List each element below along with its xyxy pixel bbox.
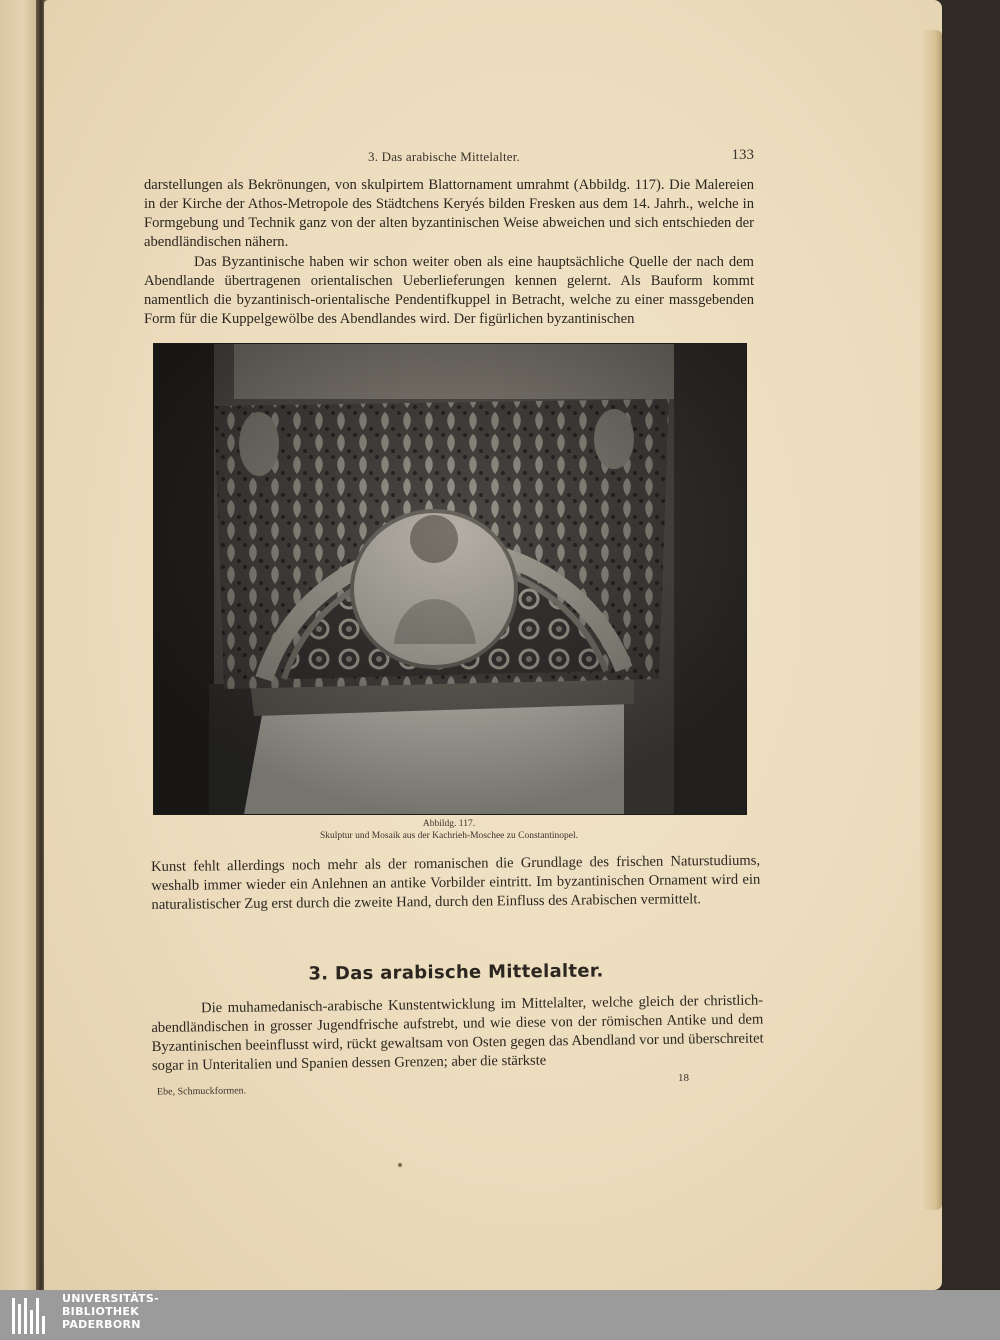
- running-header: [368, 147, 754, 167]
- page-number: 133: [731, 147, 754, 163]
- figure-number: Abbildg. 117.: [422, 819, 476, 829]
- paragraph-1: darstellungen als Bekrönungen, von skulpirtem Blattornament umrahmt (Abbildg. 117). Die Malereien in der Kirche der Athos-Metropole des Städtchens Keryés bilden Fresken aus dem 14. Jahrh., welche in Formgebung und Technik ganz von der alten byzantinischen Weise abweichen und sich entschieden der abendländischen nähern.: [144, 177, 754, 250]
- page-stack-edge: [920, 30, 942, 1210]
- tympanum-photo: [154, 344, 746, 814]
- running-title: 3. Das arabische Mittelalter.: [368, 149, 520, 164]
- paragraph-3: Kunst fehlt allerdings noch mehr als der romanischen die Grundlage des frischen Naturstudiums, weshalb immer wieder ein Anlehnen an antike Vorbilder eintritt. Im byzantinischen Ornament wird ein naturalistischer Zug erst durch die zweite Hand, durch den Einfluss des Arabischen vermittelt.: [151, 852, 761, 913]
- library-logo-line-1: UNIVERSITÄTS-: [62, 1292, 159, 1305]
- library-logo-line-3: PADERBORN: [62, 1318, 141, 1331]
- figure-caption: [153, 818, 745, 842]
- figure-photograph: [153, 343, 747, 815]
- paragraph-2: Das Byzantinische haben wir schon weiter oben als eine hauptsächliche Quelle der nach dem Abendlande übertragenen orientalischen Ueberlieferungen kennen gelernt. Als Bauform kommt namentlich die byzantinisch-orientalische Pendentifkuppel in Betracht, welche zu einer massgebenden Form für die Kuppelgewölbe des Abendlandes wird. Der figürlichen byzantinischen: [144, 254, 754, 327]
- figure-caption-text: Skulptur und Mosaik aus der Kachrieh-Moschee zu Constantinopel.: [319, 831, 579, 841]
- library-logo-text: [62, 1292, 262, 1331]
- printer-signature: Ebe, Schmuckformen.: [156, 1085, 247, 1098]
- paragraph-4: Die muhamedanisch-arabische Kunstentwicklung im Mittelalter, welche gleich der christlich-abendländischen in grosser Jugendfrische aufstrebt, und wie diese von der römischen Antike und dem Byzantinischen beeinflusst wird, rückt gewaltsam von Osten gegen das Abendland vor und überschreitet sogar in Unteritalien und Spanien dessen Grenzen; aber die stärkste: [151, 992, 764, 1074]
- adjacent-page-edge: [0, 0, 38, 1290]
- page-speck: [398, 1163, 402, 1167]
- section-heading: 3. Das arabische Mittelalter.: [308, 960, 604, 985]
- signature-number: 18: [678, 1072, 689, 1084]
- library-logo-icon: [10, 1296, 50, 1336]
- library-logo-line-2: BIBLIOTHEK: [62, 1305, 140, 1318]
